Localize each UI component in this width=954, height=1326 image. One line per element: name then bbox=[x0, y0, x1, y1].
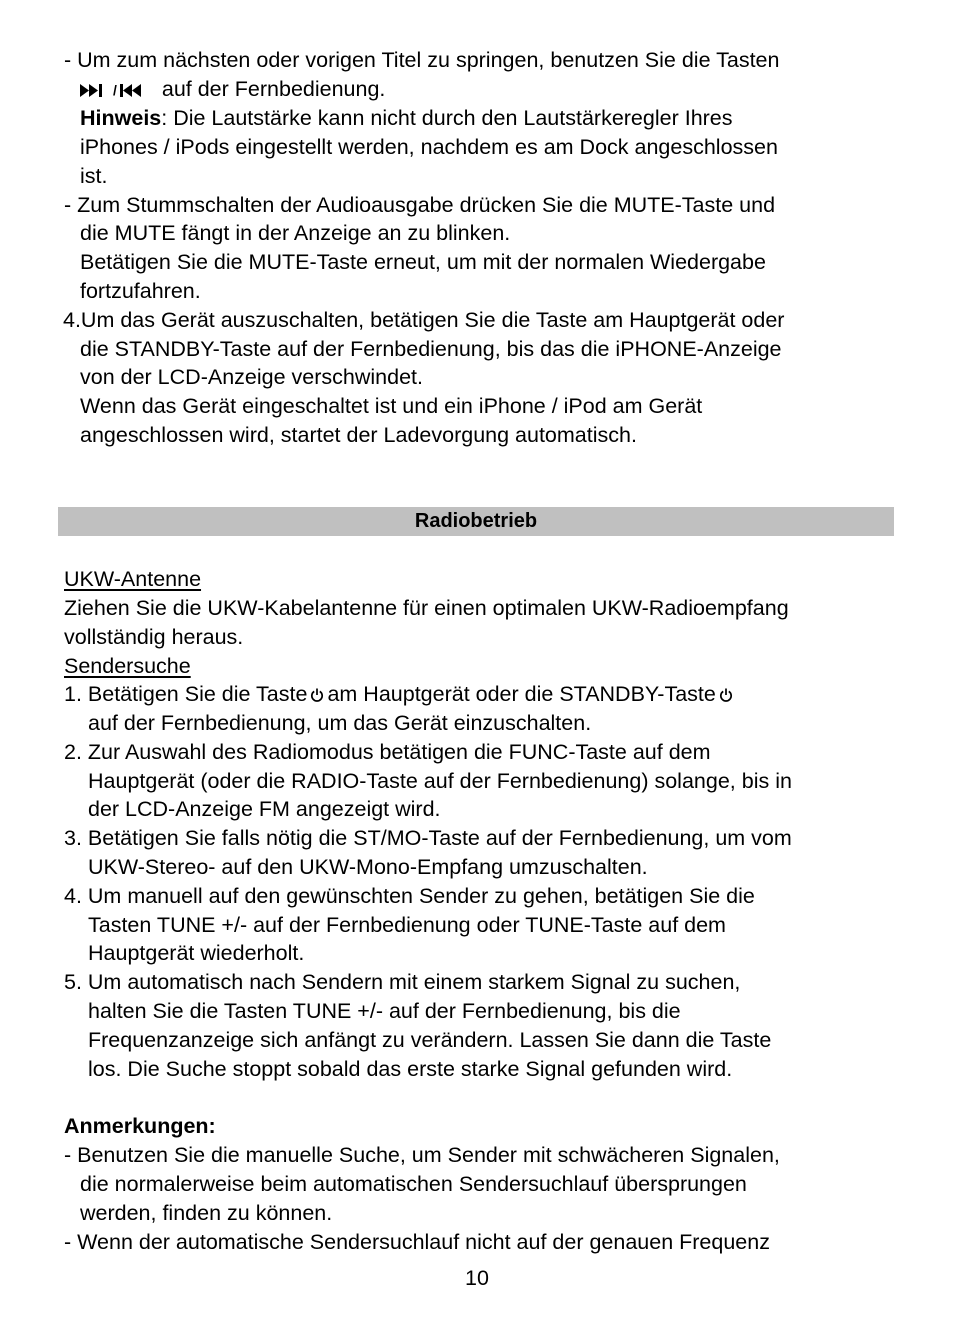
power-icon bbox=[310, 687, 324, 703]
search-step4-line2: Tasten TUNE +/- auf der Fernbedienung oder TUNE-Taste auf dem bbox=[88, 913, 726, 937]
search-step5-line2: halten Sie die Tasten TUNE +/- auf der Fernbedienung, bis die bbox=[88, 999, 681, 1023]
notes-heading: Anmerkungen: bbox=[64, 1114, 216, 1138]
hinweis-line3: ist. bbox=[80, 164, 108, 188]
mute-line2: die MUTE fängt in der Anzeige an zu blinken. bbox=[80, 221, 511, 245]
search-step5-line4: los. Die Suche stoppt sobald das erste starke Signal gefunden wird. bbox=[88, 1057, 733, 1081]
hinweis-label: Hinweis bbox=[80, 106, 162, 130]
search-step3-line1: 3. Betätigen Sie falls nötig die ST/MO-Taste auf der Fernbedienung, um vom bbox=[64, 826, 792, 850]
power-icon bbox=[719, 687, 733, 703]
search-step1-line2: auf der Fernbedienung, um das Gerät einzuschalten. bbox=[88, 711, 592, 735]
search-step1-line1 bbox=[64, 680, 736, 709]
hinweis-line2: iPhones / iPods eingestellt werden, nachdem es am Dock angeschlossen bbox=[80, 135, 778, 159]
bullet-next-prev-line2-text: auf der Fernbedienung. bbox=[155, 77, 386, 101]
search-step2-line1: 2. Zur Auswahl des Radiomodus betätigen die FUNC-Taste auf dem bbox=[64, 740, 711, 764]
skip-previous-icon bbox=[120, 84, 150, 97]
mute-line3: Betätigen Sie die MUTE-Taste erneut, um mit der normalen Wiedergabe bbox=[80, 250, 766, 274]
search-step2-line2: Hauptgerät (oder die RADIO-Taste auf der Fernbedienung) solange, bis in bbox=[88, 769, 792, 793]
standby-line2: die STANDBY-Taste auf der Fernbedienung, bis das die iPHONE-Anzeige bbox=[80, 337, 782, 361]
section-band bbox=[58, 507, 894, 536]
antenna-heading: UKW-Antenne bbox=[64, 567, 202, 591]
skip-slash: / bbox=[113, 82, 117, 98]
search-step2-line3: der LCD-Anzeige FM angezeigt wird. bbox=[88, 797, 441, 821]
bullet-next-prev-line1: - Um zum nächsten oder vorigen Titel zu springen, benutzen Sie die Tasten bbox=[64, 48, 780, 72]
section-title: Radiobetrieb bbox=[414, 510, 538, 532]
search-step1-part-a: 1. Betätigen Sie die Taste bbox=[64, 682, 308, 706]
notes-bullet2-line1: - Wenn der automatische Sendersuchlauf nicht auf der genauen Frequenz bbox=[64, 1230, 770, 1254]
standby-line3: von der LCD-Anzeige verschwindet. bbox=[80, 365, 423, 389]
bullet-next-prev-line2 bbox=[80, 75, 385, 105]
antenna-line1: Ziehen Sie die UKW-Kabelantenne für einen optimalen UKW-Radioempfang bbox=[64, 596, 789, 620]
search-step4-line3: Hauptgerät wiederholt. bbox=[88, 941, 305, 965]
search-step4-line1: 4. Um manuell auf den gewünschten Sender zu gehen, betätigen Sie die bbox=[64, 884, 755, 908]
hinweis-line1 bbox=[80, 104, 733, 133]
skip-next-icon bbox=[80, 84, 110, 97]
search-step1-part-b: am Hauptgerät oder die STANDBY-Taste bbox=[327, 682, 716, 706]
antenna-line2: vollständig heraus. bbox=[64, 625, 244, 649]
mute-line4: fortzufahren. bbox=[80, 279, 201, 303]
standby-line4: Wenn das Gerät eingeschaltet ist und ein iPhone / iPod am Gerät bbox=[80, 394, 703, 418]
hinweis-text: : Die Lautstärke kann nicht durch den Lautstärkeregler Ihres bbox=[161, 106, 733, 130]
search-step3-line2: UKW-Stereo- auf den UKW-Mono-Empfang umzuschalten. bbox=[88, 855, 648, 879]
search-step5-line3: Frequenzanzeige sich anfängt zu verändern. Lassen Sie dann die Taste bbox=[88, 1028, 772, 1052]
mute-line1: - Zum Stummschalten der Audioausgabe drücken Sie die MUTE-Taste und bbox=[64, 193, 776, 217]
search-heading: Sendersuche bbox=[64, 654, 191, 678]
standby-line1: 4.Um das Gerät auszuschalten, betätigen Sie die Taste am Hauptgerät oder bbox=[63, 308, 785, 332]
skip-next-previous-icons bbox=[80, 76, 150, 105]
standby-line5: angeschlossen wird, startet der Ladevorgung automatisch. bbox=[80, 423, 637, 447]
search-step5-line1: 5. Um automatisch nach Sendern mit einem starkem Signal zu suchen, bbox=[64, 970, 741, 994]
notes-bullet1-line3: werden, finden zu können. bbox=[80, 1201, 333, 1225]
notes-bullet1-line2: die normalerweise beim automatischen Sendersuchlauf übersprungen bbox=[80, 1172, 747, 1196]
page-number: 10 bbox=[465, 1266, 489, 1290]
notes-bullet1-line1: - Benutzen Sie die manuelle Suche, um Sender mit schwächeren Signalen, bbox=[64, 1143, 780, 1167]
